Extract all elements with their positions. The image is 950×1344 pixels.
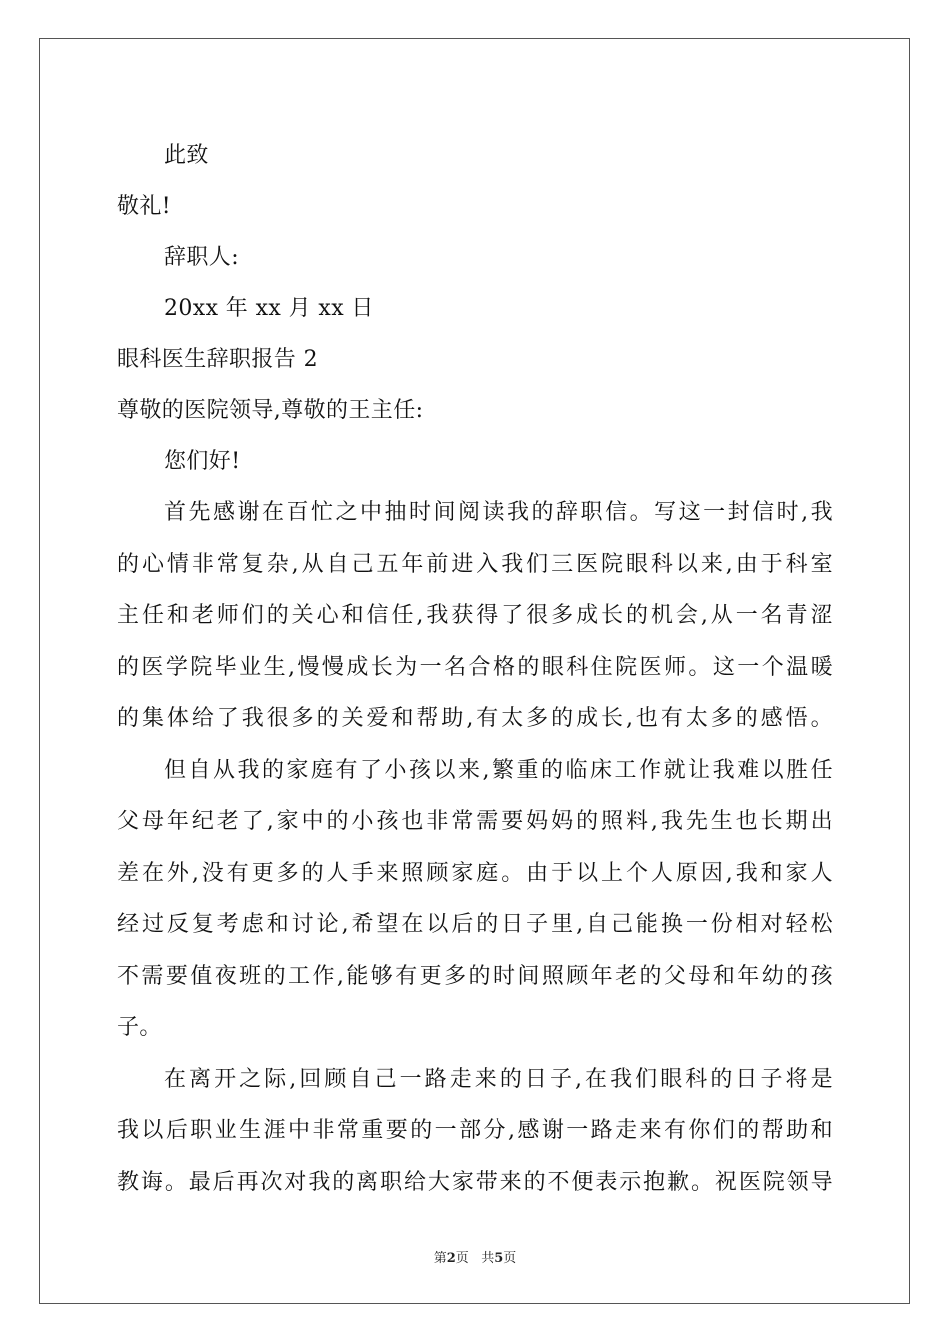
paragraph-line: 差在外,没有更多的人手来照顾家庭。由于以上个人原因,我和家人 [117,860,833,886]
paragraph-line: 在离开之际,回顾自己一路走来的日子,在我们眼科的日子将是 [164,1066,833,1092]
page-total: 5 [494,1251,504,1266]
paragraph-line: 经过反复考虑和讨论,希望在以后的日子里,自己能换一份相对轻松 [117,912,833,937]
page-suffix: 页 [455,1251,469,1266]
page-current: 2 [446,1251,456,1266]
document-body [117,130,833,1208]
paragraph-line: 的心情非常复杂,从自己五年前进入我们三医院眼科以来,由于科室 [117,551,833,577]
paragraph-line: 不需要值夜班的工作,能够有更多的时间照顾年老的父母和年幼的孩 [117,963,833,989]
paragraph-1 [117,487,833,745]
addressee-line: 尊敬的医院领导,尊敬的王主任: [117,398,424,423]
total-prefix: 共 [481,1251,495,1266]
paragraph-line: 子。 [117,1015,162,1040]
page-prefix: 第 [433,1251,447,1266]
paragraph-line: 教诲。最后再次对我的离职给大家带来的不便表示抱歉。祝医院领导 [117,1169,833,1195]
page-footer [0,1247,950,1266]
paragraph-line: 首先感谢在百忙之中抽时间阅读我的辞职信。写这一封信时,我 [164,500,833,525]
paragraph-line: 主任和老师们的关心和信任,我获得了很多成长的机会,从一名青涩 [117,603,833,628]
closing-line: 此致 [164,143,209,168]
paragraph-3 [117,1054,833,1209]
paragraph-line: 父母年纪老了,家中的小孩也非常需要妈妈的照料,我先生也长期出 [117,809,833,834]
total-suffix: 页 [503,1251,517,1266]
paragraph-line: 但自从我的家庭有了小孩以来,繁重的临床工作就让我难以胜任 [164,757,833,783]
greeting-line: 您们好! [164,449,241,474]
paragraph-2 [117,745,833,1054]
paragraph-line: 我以后职业生涯中非常重要的一部分,感谢一路走来有你们的帮助和 [117,1118,833,1143]
paragraph-line: 的集体给了我很多的关爱和帮助,有太多的成长,也有太多的感悟。 [117,706,833,731]
paragraph-line: 的医学院毕业生,慢慢成长为一名合格的眼科住院医师。这一个温暖 [117,654,833,680]
salute-line: 敬礼! [117,194,172,219]
section-title: 眼科医生辞职报告 2 [117,347,318,372]
signer-line: 辞职人: [164,245,240,270]
date-line: 20xx 年 xx 月 xx 日 [164,296,374,321]
